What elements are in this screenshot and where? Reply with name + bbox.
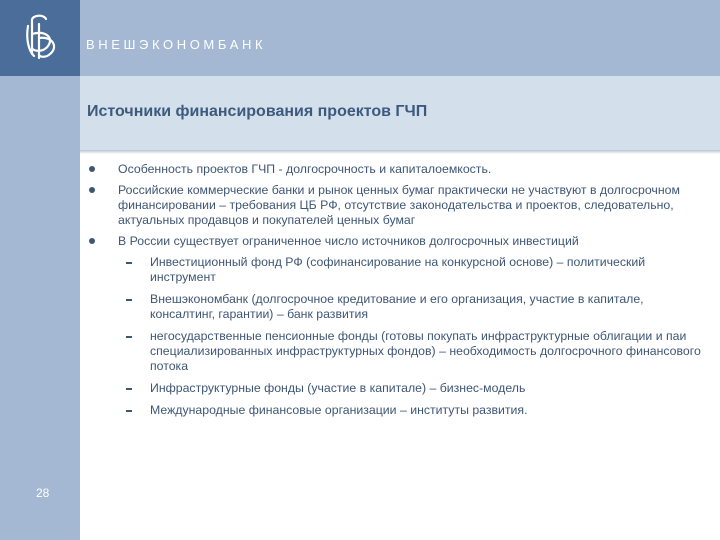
slide-content [88, 162, 710, 425]
bullet-text: Российские коммерческие банки и рынок ценных бумаг практически не участвуют в долгосрочном финансировании – требования ЦБ РФ, отсутствие законодательства и проектов, следовательно, актуальных продавцов и покупателей ценных бумаг [118, 183, 680, 227]
sub-bullet-text: Внешэкономбанк (долгосрочное кредитование и его организация, участие в капитале, консалтинг, гарантии) – банк развития [150, 292, 644, 321]
bullet-text: В России существует ограниченное число источников долгосрочных инвестиций [118, 234, 579, 248]
sub-bullet-text: Международные финансовые организации – институты развития. [150, 403, 528, 417]
dash-icon [126, 388, 132, 390]
bullet-text: Особенность проектов ГЧП - долгосрочность и капиталоемкость. [118, 162, 492, 176]
sub-bullet-item [118, 292, 710, 322]
sub-bullet-item [118, 381, 710, 396]
bullet-list [88, 162, 710, 249]
left-sidebar-band [0, 76, 80, 540]
veb-monogram-icon [24, 12, 58, 62]
sub-bullet-item [118, 403, 710, 418]
title-divider [80, 150, 720, 154]
dash-icon [126, 336, 132, 338]
sub-bullet-item [118, 329, 710, 374]
bullet-icon [89, 238, 95, 244]
title-band [80, 76, 720, 150]
bullet-item [88, 183, 710, 228]
sub-bullet-list [88, 255, 710, 418]
bullet-item [88, 162, 710, 177]
dash-icon [126, 410, 132, 412]
dash-icon [126, 262, 132, 264]
page-number: 28 [36, 486, 50, 500]
dash-icon [126, 299, 132, 301]
bullet-icon [89, 187, 95, 193]
slide-title: Источники финансирования проектов ГЧП [87, 103, 428, 120]
logo [0, 0, 80, 76]
brand-name: ВНЕШЭКОНОМБАНК [86, 37, 267, 52]
sub-bullet-text: негосударственные пенсионные фонды (готовы покупать инфраструктурные облигации и паи специализированных инфраструктурных фондов) – необходимость долгосрочного финансового потока [150, 329, 701, 373]
bullet-icon [89, 166, 95, 172]
bullet-item [88, 234, 710, 249]
sub-bullet-text: Инвестиционный фонд РФ (софинансирование на конкурсной основе) – политический инструмент [150, 255, 646, 284]
sub-bullet-item [118, 255, 710, 285]
sub-bullet-text: Инфраструктурные фонды (участие в капитале) – бизнес-модель [150, 381, 526, 395]
